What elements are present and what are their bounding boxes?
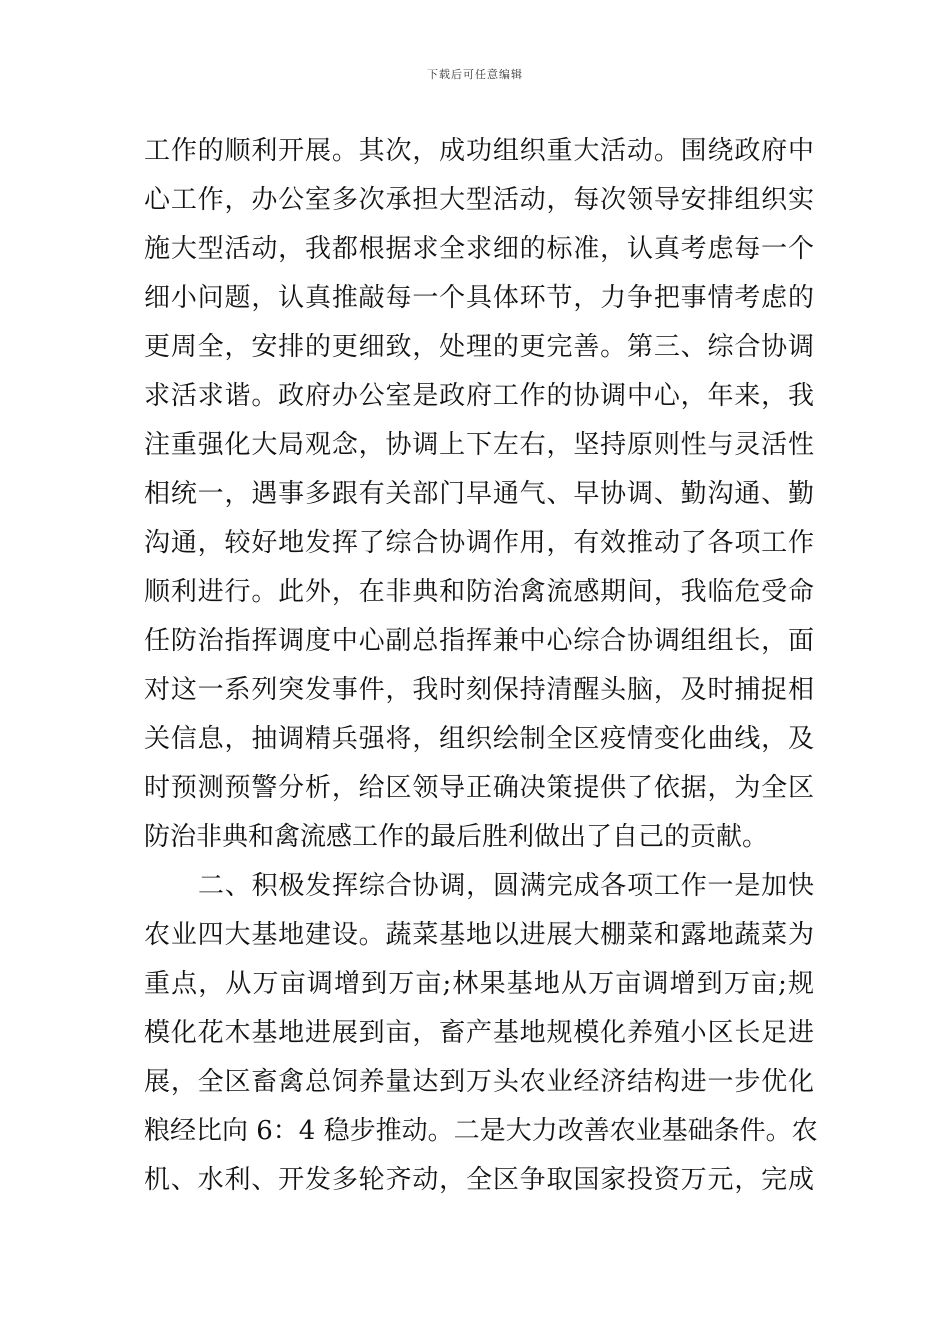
text-line: 模化花木基地进展到亩，畜产基地规模化养殖小区长足进 [144,1018,814,1048]
body-text [144,127,818,1205]
text-line: 关信息，抽调精兵强将，组织绘制全区疫情变化曲线，及 [144,724,814,754]
paragraph-first-line: 二、积极发挥综合协调，圆满完成各项工作一是加快 [198,871,814,901]
text-line: 施大型活动，我都根据求全求细的标准，认真考虑每一个 [144,234,814,264]
text-line: 心工作，办公室多次承担大型活动，每次领导安排组织实 [144,185,814,215]
text-line: 工作的顺利开展。其次，成功组织重大活动。围绕政府中 [144,136,814,166]
text-line: 相统一，遇事多跟有关部门早通气、早协调、勤沟通、勤 [144,479,814,509]
text-line: 求活求谐。政府办公室是政府工作的协调中心，年来，我 [144,381,814,411]
text-line: 农业四大基地建设。蔬菜基地以进展大棚菜和露地蔬菜为 [144,920,814,950]
text-line: 对这一系列突发事件，我时刻保持清醒头脑，及时捕捉相 [144,675,814,705]
text-line: 更周全，安排的更细致，处理的更完善。第三、综合协调 [144,332,814,362]
text-line: 顺利进行。此外，在非典和防治禽流感期间，我临危受命 [144,577,814,607]
text-line: 展，全区畜禽总饲养量达到万头农业经济结构进一步优化 [144,1067,814,1097]
text-line: 沟通，较好地发挥了综合协调作用，有效推动了各项工作 [144,528,814,558]
text-line: 机、水利、开发多轮齐动，全区争取国家投资万元，完成 [144,1165,814,1195]
text-line: 重点，从万亩调增到万亩;林果基地从万亩调增到万亩;规 [144,969,814,999]
text-line: 注重强化大局观念，协调上下左右，坚持原则性与灵活性 [144,430,814,460]
page-header: 下载后可任意编辑 [427,68,523,81]
text-line: 粮经比向 6：4 稳步推动。二是大力改善农业基础条件。农 [144,1116,818,1146]
text-line: 时预测预警分析，给区领导正确决策提供了依据，为全区 [144,773,814,803]
text-line: 任防治指挥调度中心副总指挥兼中心综合协调组组长，面 [144,626,814,656]
paragraph-end-line: 防治非典和禽流感工作的最后胜利做出了自己的贡献。 [144,822,769,852]
text-line: 细小问题，认真推敲每一个具体环节，力争把事情考虑的 [144,283,814,313]
